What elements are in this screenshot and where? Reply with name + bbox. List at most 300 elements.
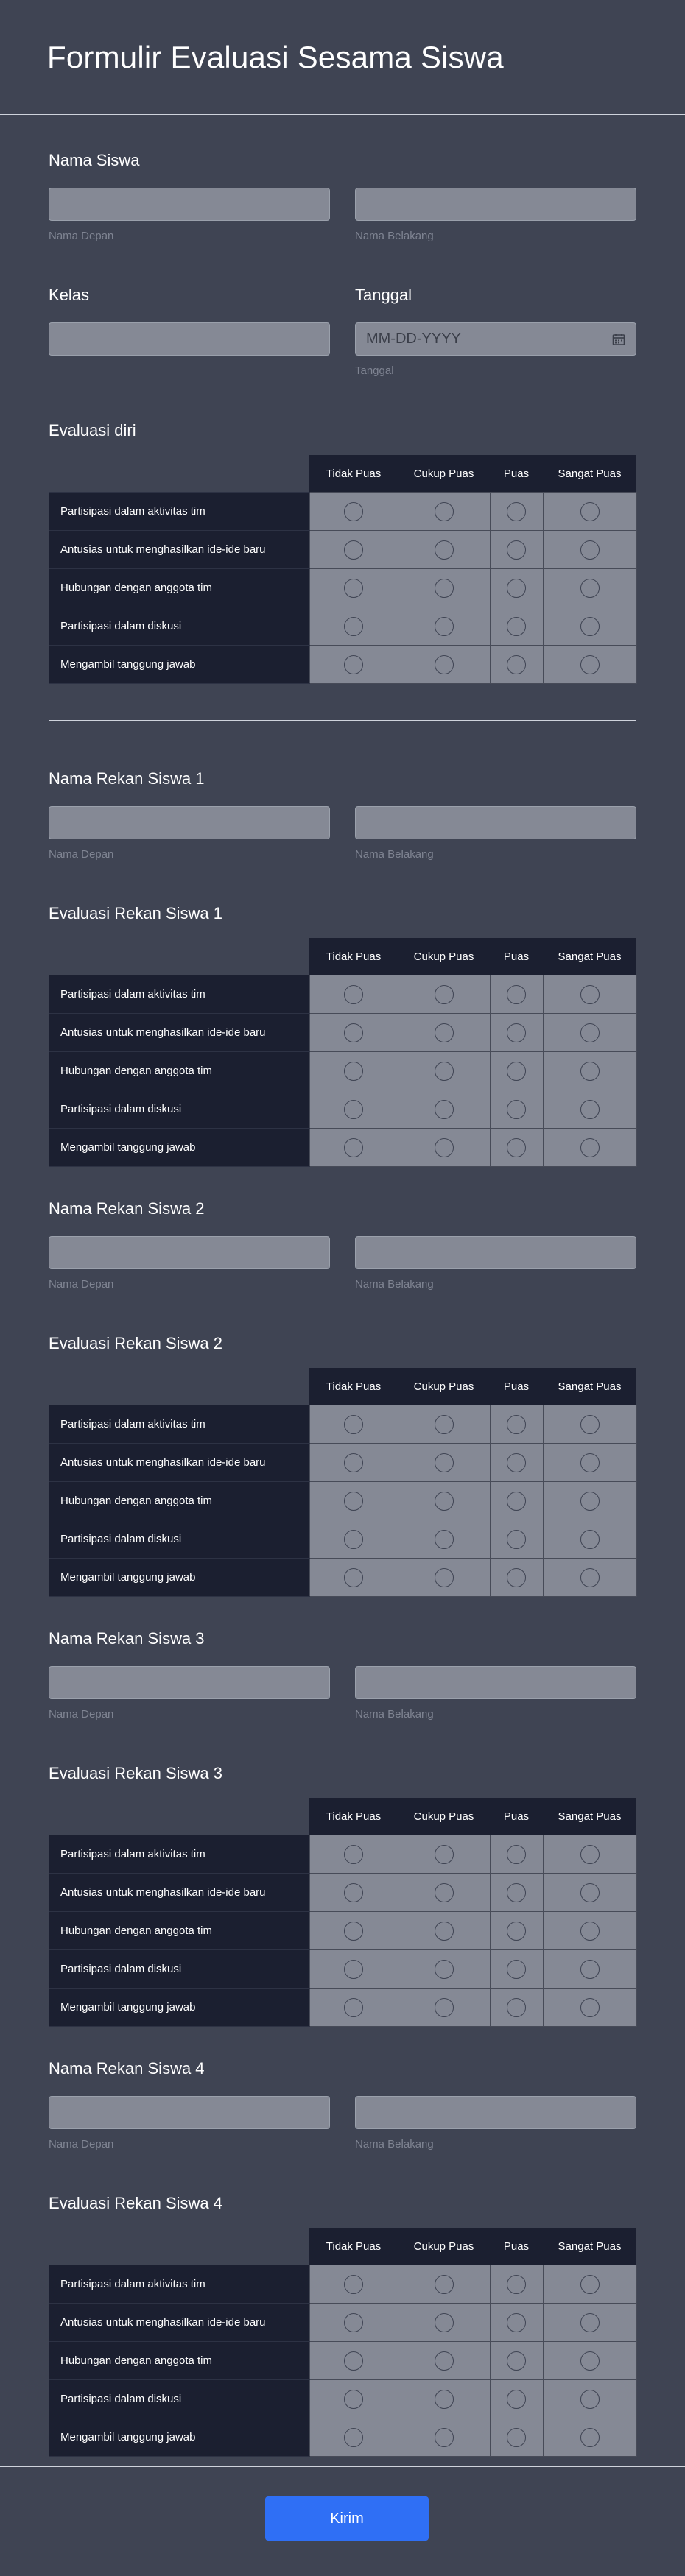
rating-radio-button[interactable]	[580, 1568, 600, 1587]
rating-radio-button[interactable]	[344, 1883, 363, 1902]
rating-matrix-table	[49, 455, 637, 684]
rating-radio-button[interactable]	[435, 1062, 454, 1081]
rating-radio-button[interactable]	[344, 1062, 363, 1081]
matrix-cell	[398, 1912, 490, 1950]
matrix-column-header: Tidak Puas	[309, 938, 398, 975]
matrix-row-label: Antusias untuk menghasilkan ide-ide baru	[49, 1874, 309, 1912]
rating-radio-button[interactable]	[344, 1100, 363, 1119]
matrix-row-label: Antusias untuk menghasilkan ide-ide baru	[49, 531, 309, 569]
rating-radio-button[interactable]	[435, 2351, 454, 2371]
matrix-cell	[490, 1090, 543, 1129]
rating-radio-button[interactable]	[435, 1998, 454, 2017]
rating-radio-button[interactable]	[580, 1062, 600, 1081]
matrix-cell	[309, 2304, 398, 2342]
peer-name-label: Nama Rekan Siswa 1	[49, 769, 205, 788]
matrix-row	[49, 1405, 636, 1444]
rating-radio-button[interactable]	[580, 617, 600, 636]
rating-radio-button[interactable]	[435, 1138, 454, 1157]
peer-first-name-input[interactable]	[49, 2096, 330, 2129]
matrix-cell	[490, 2380, 543, 2418]
first-name-sublabel: Nama Depan	[49, 848, 114, 861]
date-sublabel: Tanggal	[355, 364, 394, 377]
matrix-cell	[490, 531, 543, 569]
matrix-cell	[309, 493, 398, 531]
rating-radio-button[interactable]	[435, 1883, 454, 1902]
matrix-column-header: Puas	[490, 1368, 543, 1405]
matrix-corner	[49, 1368, 309, 1405]
matrix-cell	[309, 1090, 398, 1129]
matrix-cell	[398, 646, 490, 684]
matrix-row	[49, 493, 636, 531]
matrix-cell	[490, 1405, 543, 1444]
matrix-cell	[543, 2380, 636, 2418]
rating-radio-button[interactable]	[344, 2275, 363, 2294]
rating-radio-button[interactable]	[580, 1845, 600, 1864]
matrix-row-label: Partisipasi dalam aktivitas tim	[49, 2265, 309, 2304]
rating-radio-button[interactable]	[435, 2428, 454, 2447]
peer-eval-matrix	[49, 1368, 637, 1597]
matrix-column-header: Puas	[490, 938, 543, 975]
rating-radio-button[interactable]	[435, 2275, 454, 2294]
matrix-cell	[490, 1874, 543, 1912]
matrix-cell	[309, 531, 398, 569]
matrix-column-header: Cukup Puas	[398, 1368, 490, 1405]
matrix-cell	[490, 569, 543, 607]
matrix-cell	[309, 1052, 398, 1090]
peer-last-name-input[interactable]	[355, 1236, 636, 1269]
rating-radio-button[interactable]	[507, 579, 526, 598]
matrix-cell	[490, 975, 543, 1014]
peer-name-label: Nama Rekan Siswa 2	[49, 1199, 205, 1218]
matrix-cell	[309, 1520, 398, 1559]
section-divider	[49, 720, 636, 721]
rating-radio-button[interactable]	[580, 2428, 600, 2447]
matrix-cell	[490, 493, 543, 531]
matrix-cell	[398, 1129, 490, 1167]
rating-matrix-table	[49, 938, 637, 1167]
matrix-cell	[490, 1559, 543, 1597]
matrix-cell	[543, 1912, 636, 1950]
matrix-cell	[309, 1129, 398, 1167]
matrix-row	[49, 975, 636, 1014]
rating-radio-button[interactable]	[435, 1453, 454, 1472]
matrix-row	[49, 2265, 636, 2304]
student-name-label: Nama Siswa	[49, 151, 140, 169]
rating-radio-button[interactable]	[344, 2428, 363, 2447]
peer-first-name-input[interactable]	[49, 1666, 330, 1699]
date-label: Tanggal	[355, 286, 412, 304]
rating-radio-button[interactable]	[580, 1922, 600, 1941]
matrix-row-label: Antusias untuk menghasilkan ide-ide baru	[49, 2304, 309, 2342]
matrix-column-header: Sangat Puas	[543, 938, 636, 975]
date-input[interactable]	[355, 322, 636, 356]
rating-radio-button[interactable]	[344, 2351, 363, 2371]
matrix-column-header: Sangat Puas	[543, 1798, 636, 1835]
rating-matrix-table	[49, 2228, 637, 2457]
matrix-row	[49, 2342, 636, 2380]
matrix-column-header: Sangat Puas	[543, 2228, 636, 2265]
matrix-cell	[543, 1874, 636, 1912]
rating-radio-button[interactable]	[435, 1100, 454, 1119]
matrix-cell	[309, 1835, 398, 1874]
rating-radio-button[interactable]	[580, 1453, 600, 1472]
matrix-cell	[543, 493, 636, 531]
rating-radio-button[interactable]	[344, 2390, 363, 2409]
matrix-row	[49, 2380, 636, 2418]
last-name-sublabel: Nama Belakang	[355, 230, 434, 242]
matrix-cell	[398, 2265, 490, 2304]
peer-last-name-input[interactable]	[355, 2096, 636, 2129]
matrix-row	[49, 1090, 636, 1129]
rating-radio-button[interactable]	[507, 1960, 526, 1979]
matrix-cell	[543, 607, 636, 646]
matrix-row	[49, 646, 636, 684]
student-first-name-input[interactable]	[49, 188, 330, 221]
matrix-cell	[398, 1014, 490, 1052]
matrix-row	[49, 1835, 636, 1874]
matrix-row-label: Partisipasi dalam aktivitas tim	[49, 1405, 309, 1444]
rating-radio-button[interactable]	[435, 985, 454, 1004]
first-name-sublabel: Nama Depan	[49, 1278, 114, 1291]
rating-radio-button[interactable]	[435, 502, 454, 521]
rating-radio-button[interactable]	[507, 1922, 526, 1941]
rating-radio-button[interactable]	[507, 617, 526, 636]
last-name-sublabel: Nama Belakang	[355, 1278, 434, 1291]
form-header	[0, 0, 685, 115]
peer-eval-title: Evaluasi Rekan Siswa 3	[49, 1764, 223, 1782]
rating-radio-button[interactable]	[580, 1100, 600, 1119]
rating-radio-button[interactable]	[507, 2351, 526, 2371]
matrix-cell	[543, 1014, 636, 1052]
rating-radio-button[interactable]	[435, 1922, 454, 1941]
matrix-column-header: Puas	[490, 455, 543, 493]
matrix-column-header: Sangat Puas	[543, 1368, 636, 1405]
peer-2-name-section	[49, 1199, 636, 1291]
matrix-cell	[543, 1129, 636, 1167]
rating-radio-button[interactable]	[507, 655, 526, 674]
peer-name-label: Nama Rekan Siswa 3	[49, 1629, 205, 1648]
matrix-cell	[309, 1912, 398, 1950]
matrix-row-label: Mengambil tanggung jawab	[49, 1989, 309, 2027]
rating-radio-button[interactable]	[580, 655, 600, 674]
rating-radio-button[interactable]	[435, 1845, 454, 1864]
matrix-row	[49, 1014, 636, 1052]
matrix-cell	[490, 1129, 543, 1167]
matrix-cell	[398, 1874, 490, 1912]
last-name-sublabel: Nama Belakang	[355, 1708, 434, 1721]
calendar-icon[interactable]	[612, 333, 625, 346]
peer-first-name-input[interactable]	[49, 806, 330, 839]
matrix-column-header: Puas	[490, 2228, 543, 2265]
matrix-column-header: Sangat Puas	[543, 455, 636, 493]
matrix-cell	[398, 2380, 490, 2418]
rating-radio-button[interactable]	[507, 1998, 526, 2017]
rating-radio-button[interactable]	[344, 985, 363, 1004]
matrix-row-label: Partisipasi dalam diskusi	[49, 1950, 309, 1989]
matrix-cell	[398, 569, 490, 607]
rating-radio-button[interactable]	[507, 1062, 526, 1081]
rating-radio-button[interactable]	[580, 1492, 600, 1511]
rating-radio-button[interactable]	[344, 1922, 363, 1941]
matrix-column-header: Puas	[490, 1798, 543, 1835]
matrix-row-label: Mengambil tanggung jawab	[49, 646, 309, 684]
matrix-row-label: Partisipasi dalam aktivitas tim	[49, 975, 309, 1014]
rating-radio-button[interactable]	[580, 2313, 600, 2332]
matrix-cell	[543, 1559, 636, 1597]
matrix-cell	[309, 2265, 398, 2304]
rating-radio-button[interactable]	[580, 540, 600, 560]
matrix-row	[49, 1052, 636, 1090]
peer-1-name-section	[49, 769, 636, 861]
matrix-cell	[309, 1014, 398, 1052]
rating-radio-button[interactable]	[344, 1845, 363, 1864]
matrix-column-header: Cukup Puas	[398, 2228, 490, 2265]
matrix-cell	[398, 2304, 490, 2342]
rating-radio-button[interactable]	[435, 1415, 454, 1434]
rating-radio-button[interactable]	[344, 1998, 363, 2017]
rating-radio-button[interactable]	[580, 2390, 600, 2409]
student-name-section	[49, 151, 636, 242]
matrix-row-label: Hubungan dengan anggota tim	[49, 1912, 309, 1950]
rating-radio-button[interactable]	[435, 617, 454, 636]
peer-3-name-section	[49, 1629, 636, 1721]
matrix-cell	[398, 1052, 490, 1090]
rating-radio-button[interactable]	[344, 1960, 363, 1979]
peer-eval-title: Evaluasi Rekan Siswa 1	[49, 904, 223, 922]
rating-radio-button[interactable]	[435, 1023, 454, 1042]
rating-radio-button[interactable]	[507, 2390, 526, 2409]
matrix-cell	[309, 569, 398, 607]
rating-radio-button[interactable]	[580, 1998, 600, 2017]
rating-radio-button[interactable]	[580, 2351, 600, 2371]
date-placeholder: MM-DD-YYYY	[366, 331, 461, 347]
matrix-cell	[309, 1950, 398, 1989]
matrix-cell	[490, 1482, 543, 1520]
rating-radio-button[interactable]	[507, 1023, 526, 1042]
matrix-cell	[309, 2380, 398, 2418]
matrix-cell	[309, 1559, 398, 1597]
last-name-sublabel: Nama Belakang	[355, 2138, 434, 2150]
matrix-cell	[490, 2265, 543, 2304]
matrix-row	[49, 1444, 636, 1482]
matrix-corner	[49, 455, 309, 493]
peer-4-name-section	[49, 2059, 636, 2150]
matrix-cell	[543, 1520, 636, 1559]
peer-eval-matrix	[49, 2228, 637, 2457]
matrix-row	[49, 1912, 636, 1950]
rating-radio-button[interactable]	[507, 540, 526, 560]
matrix-cell	[309, 1444, 398, 1482]
matrix-cell	[309, 646, 398, 684]
matrix-cell	[543, 2418, 636, 2457]
rating-matrix-table	[49, 1798, 637, 2027]
matrix-corner	[49, 1798, 309, 1835]
first-name-sublabel: Nama Depan	[49, 230, 114, 242]
first-name-sublabel: Nama Depan	[49, 2138, 114, 2150]
rating-radio-button[interactable]	[344, 2313, 363, 2332]
rating-radio-button[interactable]	[507, 1883, 526, 1902]
matrix-column-header: Cukup Puas	[398, 938, 490, 975]
rating-radio-button[interactable]	[507, 2275, 526, 2294]
rating-radio-button[interactable]	[580, 1883, 600, 1902]
rating-radio-button[interactable]	[344, 655, 363, 674]
matrix-row-label: Partisipasi dalam diskusi	[49, 2380, 309, 2418]
matrix-cell	[543, 1052, 636, 1090]
matrix-cell	[543, 1090, 636, 1129]
matrix-cell	[490, 646, 543, 684]
matrix-row	[49, 1950, 636, 1989]
matrix-cell	[398, 607, 490, 646]
rating-radio-button[interactable]	[507, 1100, 526, 1119]
matrix-cell	[490, 1835, 543, 1874]
rating-radio-button[interactable]	[435, 1568, 454, 1587]
rating-radio-button[interactable]	[435, 655, 454, 674]
matrix-cell	[398, 1950, 490, 1989]
rating-radio-button[interactable]	[344, 1492, 363, 1511]
rating-radio-button[interactable]	[435, 1492, 454, 1511]
matrix-row-label: Partisipasi dalam aktivitas tim	[49, 1835, 309, 1874]
rating-radio-button[interactable]	[507, 502, 526, 521]
matrix-cell	[543, 1835, 636, 1874]
rating-radio-button[interactable]	[435, 1960, 454, 1979]
matrix-corner	[49, 2228, 309, 2265]
matrix-column-header: Tidak Puas	[309, 1798, 398, 1835]
matrix-cell	[490, 2418, 543, 2457]
matrix-cell	[398, 1405, 490, 1444]
matrix-row-label: Partisipasi dalam diskusi	[49, 1520, 309, 1559]
rating-radio-button[interactable]	[344, 617, 363, 636]
rating-radio-button[interactable]	[507, 1138, 526, 1157]
peer-eval-matrix	[49, 1798, 637, 2027]
rating-radio-button[interactable]	[507, 1492, 526, 1511]
matrix-cell	[398, 2342, 490, 2380]
matrix-row	[49, 1874, 636, 1912]
matrix-cell	[309, 1989, 398, 2027]
rating-radio-button[interactable]	[435, 2313, 454, 2332]
matrix-row-label: Antusias untuk menghasilkan ide-ide baru	[49, 1014, 309, 1052]
matrix-column-header: Cukup Puas	[398, 1798, 490, 1835]
rating-radio-button[interactable]	[507, 2313, 526, 2332]
last-name-sublabel: Nama Belakang	[355, 848, 434, 861]
peer-first-name-input[interactable]	[49, 1236, 330, 1269]
matrix-cell	[309, 1482, 398, 1520]
rating-radio-button[interactable]	[580, 985, 600, 1004]
matrix-cell	[398, 1559, 490, 1597]
matrix-row-label: Hubungan dengan anggota tim	[49, 1482, 309, 1520]
rating-radio-button[interactable]	[344, 1023, 363, 1042]
matrix-cell	[398, 1090, 490, 1129]
matrix-cell	[543, 1989, 636, 2027]
matrix-cell	[490, 1989, 543, 2027]
rating-radio-button[interactable]	[344, 1138, 363, 1157]
matrix-cell	[309, 975, 398, 1014]
submit-button[interactable]: Kirim	[265, 2496, 429, 2541]
matrix-row	[49, 1989, 636, 2027]
rating-radio-button[interactable]	[344, 1530, 363, 1549]
matrix-row	[49, 607, 636, 646]
matrix-row-label: Antusias untuk menghasilkan ide-ide baru	[49, 1444, 309, 1482]
matrix-row-label: Partisipasi dalam diskusi	[49, 1090, 309, 1129]
rating-radio-button[interactable]	[580, 579, 600, 598]
rating-radio-button[interactable]	[580, 502, 600, 521]
matrix-row	[49, 2418, 636, 2457]
rating-radio-button[interactable]	[580, 1530, 600, 1549]
matrix-cell	[398, 975, 490, 1014]
peer-2-eval-section	[49, 1334, 637, 1597]
matrix-cell	[543, 531, 636, 569]
rating-radio-button[interactable]	[507, 1845, 526, 1864]
rating-radio-button[interactable]	[344, 1453, 363, 1472]
matrix-cell	[309, 1405, 398, 1444]
matrix-row	[49, 1520, 636, 1559]
rating-radio-button[interactable]	[435, 1530, 454, 1549]
self-eval-matrix	[49, 455, 637, 684]
rating-radio-button[interactable]	[580, 1960, 600, 1979]
matrix-corner	[49, 938, 309, 975]
matrix-cell	[490, 607, 543, 646]
rating-radio-button[interactable]	[507, 985, 526, 1004]
matrix-cell	[543, 2342, 636, 2380]
peer-last-name-input[interactable]	[355, 806, 636, 839]
rating-radio-button[interactable]	[344, 579, 363, 598]
matrix-cell	[398, 1989, 490, 2027]
matrix-row	[49, 1129, 636, 1167]
rating-radio-button[interactable]	[344, 540, 363, 560]
peer-last-name-input[interactable]	[355, 1666, 636, 1699]
rating-radio-button[interactable]	[507, 1530, 526, 1549]
rating-radio-button[interactable]	[435, 579, 454, 598]
rating-radio-button[interactable]	[344, 502, 363, 521]
rating-radio-button[interactable]	[435, 540, 454, 560]
matrix-cell	[543, 1405, 636, 1444]
rating-matrix-table	[49, 1368, 637, 1597]
student-last-name-input[interactable]	[355, 188, 636, 221]
matrix-cell	[490, 1444, 543, 1482]
matrix-row-label: Hubungan dengan anggota tim	[49, 569, 309, 607]
matrix-cell	[543, 2265, 636, 2304]
self-eval-section	[49, 421, 637, 684]
rating-radio-button[interactable]	[580, 2275, 600, 2294]
matrix-cell	[398, 1520, 490, 1559]
peer-eval-matrix	[49, 938, 637, 1167]
class-input[interactable]	[49, 322, 330, 356]
class-date-section	[49, 286, 636, 377]
first-name-sublabel: Nama Depan	[49, 1708, 114, 1721]
matrix-cell	[543, 1482, 636, 1520]
rating-radio-button[interactable]	[507, 1568, 526, 1587]
matrix-cell	[490, 1950, 543, 1989]
self-eval-title: Evaluasi diri	[49, 421, 136, 440]
rating-radio-button[interactable]	[580, 1415, 600, 1434]
matrix-column-header: Tidak Puas	[309, 2228, 398, 2265]
rating-radio-button[interactable]	[580, 1138, 600, 1157]
matrix-cell	[309, 1874, 398, 1912]
matrix-row	[49, 2304, 636, 2342]
matrix-cell	[309, 607, 398, 646]
rating-radio-button[interactable]	[580, 1023, 600, 1042]
matrix-cell	[490, 1014, 543, 1052]
rating-radio-button[interactable]	[344, 1568, 363, 1587]
rating-radio-button[interactable]	[344, 1415, 363, 1434]
class-label: Kelas	[49, 286, 90, 304]
rating-radio-button[interactable]	[435, 2390, 454, 2409]
rating-radio-button[interactable]	[507, 2428, 526, 2447]
matrix-cell	[490, 1912, 543, 1950]
rating-radio-button[interactable]	[507, 1453, 526, 1472]
peer-eval-title: Evaluasi Rekan Siswa 2	[49, 1334, 223, 1352]
matrix-cell	[543, 569, 636, 607]
rating-radio-button[interactable]	[507, 1415, 526, 1434]
